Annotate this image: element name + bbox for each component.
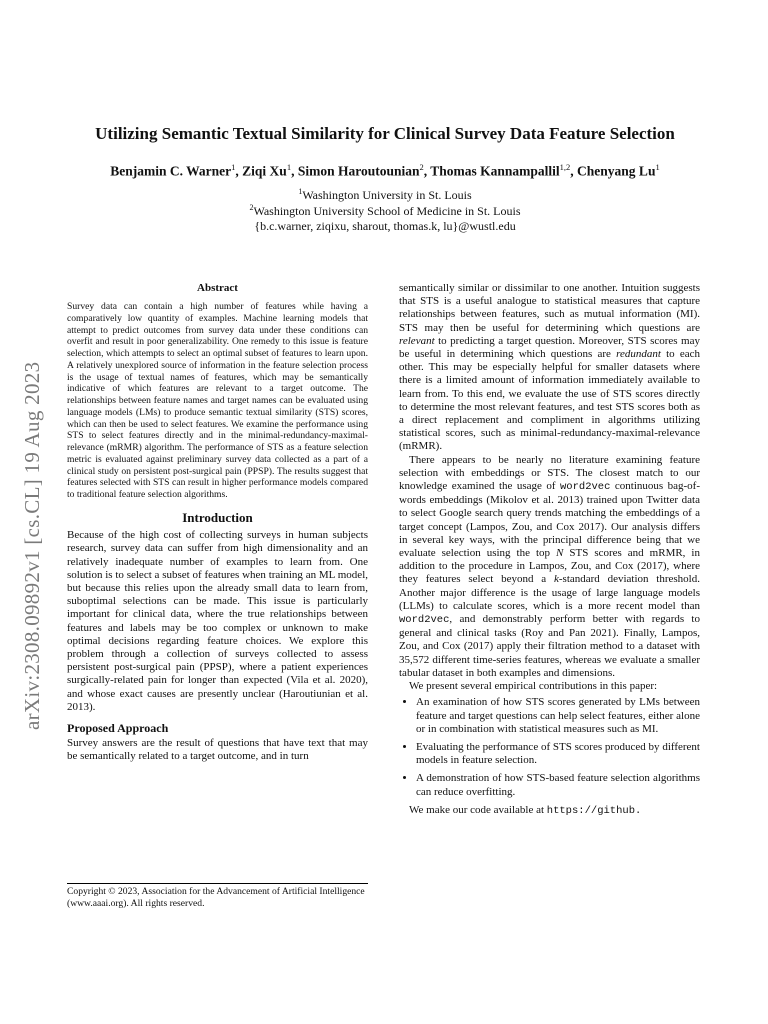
paragraph-related-work: There appears to be nearly no literature examining feature selection with embeddings or STS. The closest match to our knowledge examined the usage of word2vec continuous bag-of-words embeddings (Mikolov et al. 2013) trained upon Twitter data to select Google search query trends matching the embeddings of a target concept (Lampos, Zou, and Cox 2017). Our analysis differs in several key ways, with the principal difference being that we evaluate selection using the top N STS scores and mRMR, in addition to the procedure in Lampos, Zou, and Cox (2017), where they features select beyond a k-standard deviation threshold. Another major difference is the usage of large language models (LLMs) to calculate scores, which is a more recent model than word2vec, and demonstrably perform better with regards to general and clinical tasks (Roy and Pan 2021). Finally, Lampos, Zou, and Cox (2017) apply their filtration method to a dataset with 35,572 different time-series features, whereas we evaluate a smaller tabular dataset in both examples and dimensions. [399, 453, 700, 679]
right-column [399, 282, 700, 818]
paragraph-code-availability: We make our code available at https://github. [409, 803, 642, 817]
author-emails: {b.c.warner, ziqixu, sharout, thomas.k, lu}@wustl.edu [254, 219, 516, 233]
author-name: Simon Haroutounian [297, 163, 420, 179]
affiliation-2 [60, 203, 710, 219]
contributions-list [399, 696, 700, 798]
author-affiliation-mark: 2 [419, 162, 424, 172]
emphasis-relevant: relevant [399, 334, 435, 347]
code-url[interactable]: https://github. [546, 804, 642, 817]
copyright-footnote: Copyright © 2023, Association for the Advancement of Artificial Intelligence (www.aaai.org). All rights reserved. [67, 883, 368, 909]
code-word2vec: word2vec [560, 481, 611, 494]
author-list: Benjamin C. Warner$^1$, Ziqi Xu$^1$, Simon Haroutounian$^2$, Thomas Kannampallil$^{1,2}$, Chenyang Lu$^1$ [110, 162, 660, 179]
author-name: Chenyang Lu [577, 163, 656, 179]
affiliation-mark: 2 [249, 203, 254, 212]
proposed-approach-text: Survey answers are the result of questions that have text that may be semantically related to a target outcome, and in turn [67, 737, 368, 763]
abstract-heading: Abstract [197, 282, 238, 294]
author-affiliation-mark: 1,2 [559, 162, 571, 172]
math-N: N [556, 547, 564, 560]
author-name: Thomas Kannampallil [430, 163, 560, 179]
left-column [67, 282, 368, 764]
emphasis-redundant: redundant [616, 348, 661, 361]
affiliation-text: Washington University in St. Louis [302, 188, 472, 202]
code-word2vec: word2vec [399, 614, 450, 627]
abstract-text: Survey data can contain a high number of features while having a comparatively low quantity of examples. Machine learning models that attempt to predict outcomes from survey data under these conditions can overfit and result in poor generalizability. One remedy to this issue is feature selection, which attempts to select an optimal subset of features to learn upon. A relatively unexplored source of information in the feature selection process is the usage of textual names of features, which may be semantically indicative of which features are relevant to a target outcome. The relationships between feature names and target names can be evaluated using language models (LMs) to produce semantic textual similarity (STS) scores, which can then be used to select features. We examine the performance using STS to select features directly and in the minimal-redundancy-maximal-relevance (mRMR) algorithm. The performance of STS as a feature selection metric is evaluated against preliminary survey data collected as a part of a clinical study on persistent post-surgical pain (PPSP). The results suggest that features selected with STS can result in higher performance models compared to traditional feature selection algorithms. [67, 301, 368, 501]
author-affiliation-mark: 1 [286, 162, 292, 172]
paragraph-sts-intuition: semantically similar or dissimilar to one another. Intuition suggests that STS is a useful analogue to statistical measures that capture relationships between features, such as mutual information (MI). STS may then be useful for determining which questions are relevant to predicting a target question. Moreover, STS scores may be useful in determining which questions are redundant to each other. This may be especially helpful for smaller datasets where there is a limited amount of information immediately available to learn from. To this end, we evaluate the use of STS scores directly to determine the most relevant features, and test STS scores both as a direct replacement and compliment in algorithms utilizing statistical scores, such as minimal-redundancy-maximal-relevance (mRMR). [399, 282, 701, 453]
affiliation-text: Washington University School of Medicine in St. Louis [253, 204, 521, 218]
author-name: Benjamin C. Warner [110, 163, 232, 179]
affiliation-1 [60, 187, 710, 203]
proposed-approach-heading: Proposed Approach [67, 721, 169, 735]
introduction-heading: Introduction [182, 509, 253, 525]
author-affiliation-mark: 1 [231, 162, 236, 172]
arxiv-identifier: arXiv:2308.09892v1 [cs.CL] 19 Aug 2023 [20, 361, 44, 730]
introduction-text: Because of the high cost of collecting surveys in human subjects research, survey data can suffer from high dimensionality and an relatively inadequate number of examples to learn from. One solution is to select a subset of features when training an ML model, but because this relies upon the already small data to learn from, suboptimal selections can be made. This issue is particularly important for clinical data, where the true relationships between features and labels may be too complex or unknown to make optimal decisions regarding feature choices. We explore this problem through a collection of surveys collected to assess persistent post-surgical pain (PPSP), where a patient experiences surgically-related pain for longer than expected (Vila et al. 2020), and whose exact causes are presently unclear (Haroutiunian et al. 2013). [67, 529, 368, 713]
affiliation-mark: 1 [298, 187, 303, 196]
list-item: • Evaluating the performance of STS scores produced by different models in feature selection. [416, 741, 700, 767]
list-item: • A demonstration of how STS-based feature selection algorithms can reduce overfitting. [416, 772, 700, 798]
author-name: Ziqi Xu [242, 163, 287, 179]
author-affiliation-mark: 1 [655, 162, 660, 172]
paragraph-contributions-intro: We present several empirical contributions in this paper: [409, 680, 658, 693]
paper-title: Utilizing Semantic Textual Similarity for Clinical Survey Data Feature Selection [95, 124, 675, 143]
list-item: • An examination of how STS scores generated by LMs between feature and target questions can help select features, either alone or in combination with statistical measures such as MI. [416, 696, 700, 736]
arxiv-sidebar [20, 270, 50, 730]
math-k: k [553, 573, 559, 586]
